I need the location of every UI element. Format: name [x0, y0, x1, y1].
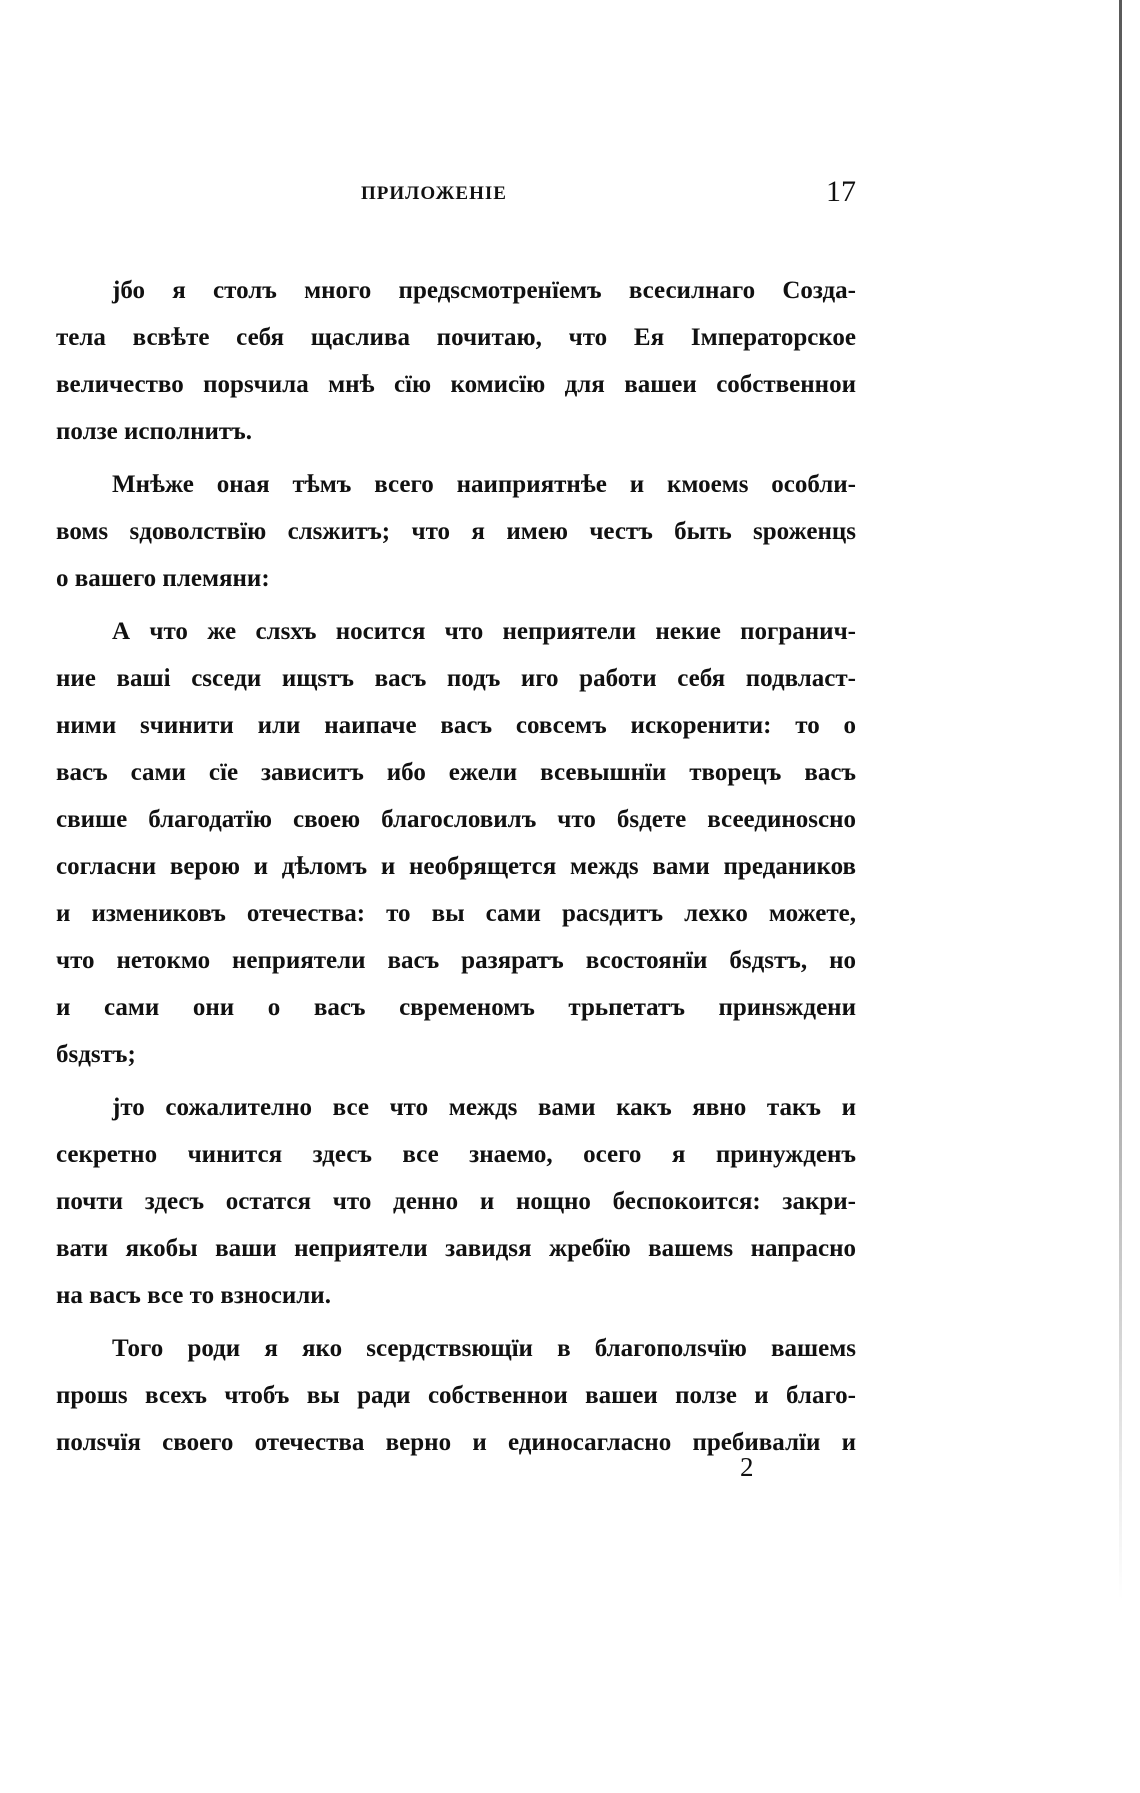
body-text — [56, 258, 856, 1457]
text-line: јто сожалително все что междѕ вами какъ явно такъ и — [112, 1094, 856, 1121]
text-line: ними ѕчинити или наипаче васъ совсемъ искоренити: то о — [56, 712, 856, 739]
running-head: ПРИЛОЖЕНІЕ — [361, 183, 507, 204]
text-line: тела всвѣте себя щаслива почитаю, что Ея Імператорское — [56, 324, 856, 351]
text-line: что нетокмо неприятели васъ разяратъ всостоянїи бѕдѕтъ, но — [56, 947, 856, 974]
text-line: ние ваші сѕседи ищѕтъ васъ подъ иго работи себя подвласт- — [56, 665, 856, 692]
text-line: величество порѕчила мнѣ сїю комисїю для вашеи собственнои — [56, 371, 856, 398]
text-line: на васъ все то взносили. — [56, 1282, 331, 1309]
text-line: свише благодатїю своею благословилъ что бѕдете всеединоѕсно — [56, 806, 856, 833]
text-line: и сами они о васъ свременомъ трьпетатъ принѕждени — [56, 994, 856, 1021]
text-line: јбо я столъ много предѕсмотренїемъ всесилнаго Созда- — [112, 277, 856, 304]
signature-mark: 2 — [740, 1452, 754, 1482]
text-line: и измениковъ отечества: то вы сами расѕдитъ лехко можете, — [56, 900, 856, 927]
text-line: прошѕ всехъ чтобъ вы ради собственнои вашеи ползе и благо- — [56, 1382, 856, 1409]
text-line: полѕчїя своего отечества верно и единосагласно пребивалїи и — [56, 1429, 856, 1456]
text-line: почти здесъ остатся что денно и нощно беспокоится: закри- — [56, 1188, 856, 1215]
text-line: ползе исполнитъ. — [56, 418, 253, 445]
text-line: Мнѣже оная тѣмъ всего наиприятнѣе и кмоемѕ особли- — [112, 471, 856, 498]
text-line: васъ сами сїе зависитъ ибо ежели всевышнїи творецъ васъ — [56, 759, 856, 786]
page-edge-shadow — [1119, 0, 1122, 1600]
text-line: согласни верою и дѣломъ и необрящется междѕ вами предаников — [56, 853, 856, 880]
text-line: о вашего племяни: — [56, 565, 270, 592]
text-line: вати якобы ваши неприятели завидѕя жребїю вашемѕ напрасно — [56, 1235, 856, 1262]
text-line: бѕдѕтъ; — [56, 1041, 136, 1068]
page-number: 17 — [826, 175, 856, 208]
text-line: А что же слѕхъ носится что неприятели некие погранич- — [112, 618, 856, 645]
text-line: секретно чинится здесъ все знаемо, осего я принужденъ — [56, 1141, 856, 1168]
text-line: вомѕ ѕдоволствїю слѕжитъ; что я имею честъ быть ѕроженцѕ — [56, 518, 856, 545]
page-header — [56, 175, 856, 215]
text-line: Того роди я яко ѕсердствѕющїи в благополѕчїю вашемѕ — [112, 1335, 856, 1362]
